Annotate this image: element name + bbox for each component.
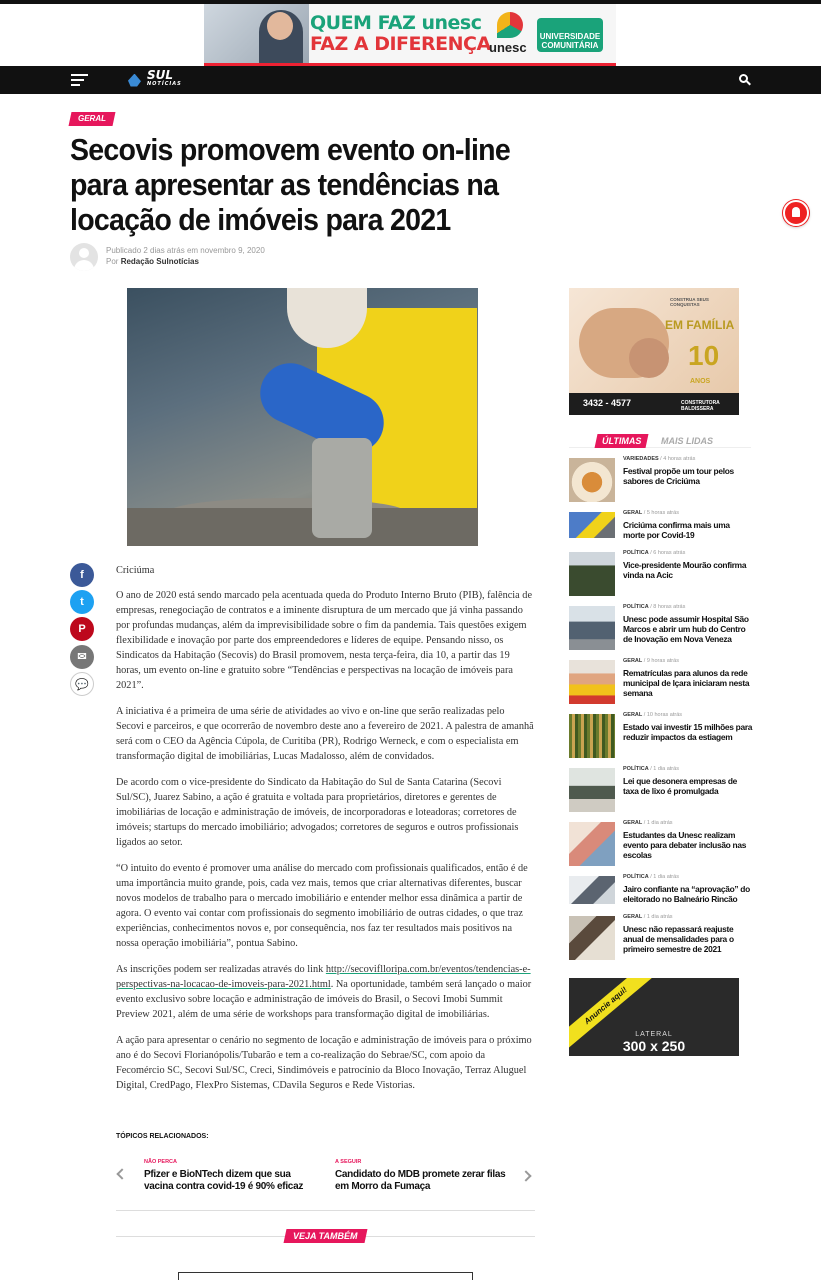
tab-most-read[interactable]: MAIS LIDAS (661, 436, 714, 446)
news-time: 6 horas atrás (653, 550, 686, 556)
article-location: Criciúma (116, 565, 155, 576)
news-category: GERAL (623, 914, 643, 920)
news-category: GERAL (623, 510, 643, 516)
article-paragraph: A ação para apresentar o cenário no segmento de locação e administração de imóveis para o próximo ano é do Secovi Florianópolis/Tubarão e tem a co-realização do Sebrae/SC, com apoio da Fecomércio SC, Secovi Sul/SC, Creci, Sindimóveis e patrocínio da Bloco Inovação, Terraz Aluguel Digital, CredPago, FlexPro Sistemas, CDavila Seguros e Rede Vistorias. (116, 1035, 532, 1091)
prev-post-tag: NÃO PERCA (144, 1159, 178, 1165)
news-time: 9 horas atrás (646, 658, 679, 664)
author-avatar (70, 243, 98, 271)
next-post-tag: A SEGUIR (335, 1159, 362, 1165)
news-meta: VARIEDADES / 4 horas atrás (623, 456, 696, 462)
pinterest-share-icon[interactable]: P (70, 617, 94, 641)
news-thumbnail (569, 606, 615, 650)
news-category: POLÍTICA (623, 550, 649, 556)
tab-latest[interactable] (595, 434, 649, 448)
news-title: Jairo confiante na “aprovação” do eleitorado no Balneário Rincão (623, 884, 750, 904)
news-thumbnail (569, 916, 615, 960)
news-title: Estado vai investir 15 milhões para reduzir impactos da estiagem (623, 722, 753, 742)
article-paragraph: A iniciativa é a primeira de uma série de atividades ao vivo e on-line que serão realizadas pelo Secovi e parceiros, e que ocorrerão de novembro deste ano a fevereiro de 2021. A palestra de amanhã será com o CEO da Agência Cúpola, de Curitiba (PR), Rodrigo Werneck, e com o especialista em transformação digital de imobiliárias, Lucas Madalosso, além de convidados. (116, 706, 534, 762)
news-thumbnail (569, 552, 615, 596)
news-title: Rematrículas para alunos da rede municipal de Içara iniciaram nesta semana (623, 668, 750, 698)
news-meta: GERAL / 9 horas atrás (623, 658, 679, 664)
news-thumbnail (569, 822, 615, 866)
news-title: Festival propõe um tour pelos sabores de Criciúma (623, 466, 734, 486)
twitter-share-icon[interactable]: t (70, 590, 94, 614)
navbar (0, 66, 821, 94)
published-date: Publicado 2 dias atrás em novembro 9, 2020 (106, 246, 265, 255)
news-meta: POLÍTICA / 8 horas atrás (623, 604, 686, 610)
chevron-left-icon[interactable] (116, 1168, 127, 1179)
news-meta: POLÍTICA / 1 dia atrás (623, 766, 679, 772)
article-hero-image (127, 288, 478, 546)
news-time: 5 horas atrás (646, 510, 679, 516)
logo-main: SUL (147, 68, 174, 82)
tab-latest-label: ÚLTIMAS (602, 436, 642, 446)
registration-link[interactable]: http://secoviflloripa.com.br/eventos/tendencias-e-perspectivas-na-locacao-de-imoveis-para-2021.html (116, 964, 531, 990)
news-thumbnail (569, 876, 615, 904)
news-meta: GERAL / 10 horas atrás (623, 712, 683, 718)
divider (116, 1210, 535, 1211)
unesc-logo-icon (497, 12, 523, 38)
news-category: GERAL (623, 658, 643, 664)
news-category: POLÍTICA (623, 766, 649, 772)
category-badge[interactable] (69, 112, 116, 126)
news-thumbnail (569, 714, 615, 758)
banner-person-face (267, 12, 293, 40)
banner-brand: unesc (489, 40, 527, 55)
author-name[interactable]: Redação Sulnotícias (120, 257, 199, 266)
email-share-icon[interactable]: ✉ (70, 645, 94, 669)
news-title: Lei que desonera empresas de taxa de lixo é promulgada (623, 776, 738, 796)
top-ad-banner[interactable] (204, 4, 616, 66)
ad2-ribbon: Anuncie aqui! (569, 978, 653, 1047)
see-also-heading (284, 1229, 367, 1243)
news-meta: GERAL / 1 dia atrás (623, 820, 673, 826)
by-label: Por (106, 257, 119, 266)
news-time: 1 dia atrás (653, 766, 679, 772)
logo-sub: NOTÍCIAS (147, 81, 182, 87)
registration-text: As inscrições podem ser realizadas através do link (116, 964, 326, 975)
news-time: 8 horas atrás (653, 604, 686, 610)
news-meta: POLÍTICA / 1 dia atrás (623, 874, 679, 880)
see-also-label: VEJA TAMBÉM (293, 1231, 358, 1241)
article-paragraph (116, 962, 534, 1022)
news-title: Criciúma confirma mais uma morte por Covid-19 (623, 520, 730, 540)
ad1-small-text: CONSTRUA SEUS CONQUISTAS (670, 297, 709, 307)
registration-text-after: . Na oportunidade, também será lançado o maior evento exclusivo sobre locação e administração de imóveis do Brasil, o Secovi Imobi Summit Preview 2021, além de uma série de workshops para transformação digital de imobiliárias. (116, 979, 532, 1020)
news-meta: POLÍTICA / 6 horas atrás (623, 550, 686, 556)
news-category: POLÍTICA (623, 874, 649, 880)
menu-icon[interactable] (71, 74, 88, 86)
site-logo[interactable] (128, 68, 182, 88)
news-thumbnail (569, 512, 615, 538)
ad1-years: 10 (688, 340, 720, 371)
banner-slogan-line1: QUEM FAZ unesc (310, 12, 482, 34)
sidebar-ad-baldissera[interactable] (569, 288, 739, 415)
news-meta: GERAL / 1 dia atrás (623, 914, 673, 920)
comment-icon[interactable]: 💬 (70, 672, 94, 696)
facebook-share-icon[interactable]: f (70, 563, 94, 587)
ad1-brand: CONSTRUTORA BALDISSERA (681, 400, 720, 412)
ad2-size: 300 x 250 (622, 1038, 686, 1054)
notification-bell-icon[interactable] (783, 200, 809, 226)
ad1-headline: EM FAMÍLIA (665, 318, 735, 332)
ad1-phone: 3432 - 4577 (583, 398, 632, 408)
article-paragraph: De acordo com o vice-presidente do Sindicato da Habitação do Sul de Santa Catarina (Secovi Sul/SC), Juarez Sabino, a ação é gratuita e voltada para proprietários, diretores e gerentes de imobiliárias de locação e administração de imóveis, de incorporadoras e loteadoras; corretores de imóveis; startups do mercado imobiliário; advogados; corretores de seguros e outros profissionais ligados ao setor. (116, 777, 519, 848)
sidebar-ad-placeholder[interactable] (569, 978, 739, 1056)
news-time: 1 dia atrás (646, 914, 673, 920)
news-meta: GERAL / 5 horas atrás (623, 510, 679, 516)
news-title: Unesc não repassará reajuste anual de mensalidades para o primeiro semestre de 2021 (623, 924, 734, 954)
article-paragraph: “O intuito do evento é promover uma análise do mercado com profissionais qualificados, então é de uma importância muito grande, pois, cada vez mais, temos que criar alternativas diferentes, buscar novos modelos de trabalho para o mercado imobiliário e entender melhor essa dinâmica a partir de agora. O evento vai contar com profissionais do segmento imobiliário de outras cidades, o que traz experiências, conhecimentos novos e, por consequência, nos faz ter resultados mais positivos na nossa operação imobiliária”, pontua Sabino. (116, 863, 528, 949)
article-body (116, 563, 534, 1104)
banner-brand2: UNIVERSIDADE COMUNITÁRIA (537, 18, 603, 52)
news-category: POLÍTICA (623, 604, 649, 610)
author-line (106, 257, 199, 266)
article-title: Secovis promovem evento on-line para apresentar as tendências na locação de imóveis para 2021 (70, 132, 510, 237)
news-category: GERAL (623, 712, 643, 718)
chevron-right-icon[interactable] (520, 1170, 531, 1181)
news-time: 10 horas atrás (646, 712, 683, 718)
news-time: 1 dia atrás (653, 874, 679, 880)
news-title: Vice-presidente Mourão confirma vinda na Acic (623, 560, 747, 580)
article-paragraph: O ano de 2020 está sendo marcado pela acentuada queda do Produto Interno Bruto (PIB), falência de empresas, renegociação de contratos e a iminente disruptura de um mercado que já vinha passando por profundas mudanças, além da imprevisibilidade sobre o fim da pandemia. Tais questões exigem flexibilidade e inovação por parte dos empreendedores e líderes de equipe. Pensando nisso, os Sindicatos da Habitação (Secovis) do Brasil promovem, nesta terça-feira, dia 10, a partir das 19 horas, um evento on-line e gratuito sobre “Tendências e perspectivas na locação de imóveis para 2021”. (116, 590, 533, 691)
news-time: 4 horas atrás (663, 456, 696, 462)
news-thumbnail (569, 768, 615, 812)
related-topics-label: TÓPICOS RELACIONADOS: (116, 1133, 209, 1140)
ad1-years-label: ANOS (690, 378, 711, 385)
news-title: Unesc pode assumir Hospital São Marcos e abrir um hub do Centro de Inovação em Nova Veneza (623, 614, 749, 644)
news-thumbnail (569, 458, 615, 502)
news-category: GERAL (623, 820, 643, 826)
news-category: VARIEDADES (623, 456, 659, 462)
ad2-label: LATERAL (635, 1031, 673, 1038)
category-label: GERAL (78, 114, 106, 123)
news-thumbnail (569, 660, 615, 704)
see-also-card[interactable] (178, 1272, 473, 1280)
news-time: 1 dia atrás (646, 820, 673, 826)
logo-mark-icon (128, 74, 141, 87)
news-title: Estudantes da Unesc realizam evento para debater inclusão nas escolas (623, 830, 747, 860)
next-post-title[interactable]: Candidato do MDB promete zerar filas em Morro da Fumaça (335, 1169, 506, 1192)
search-icon[interactable] (739, 74, 751, 86)
prev-post-title[interactable]: Pfizer e BioNTech dizem que sua vacina contra covid-19 é 90% eficaz (144, 1169, 304, 1192)
banner-slogan-line2: FAZ A DIFERENÇA (310, 33, 491, 55)
